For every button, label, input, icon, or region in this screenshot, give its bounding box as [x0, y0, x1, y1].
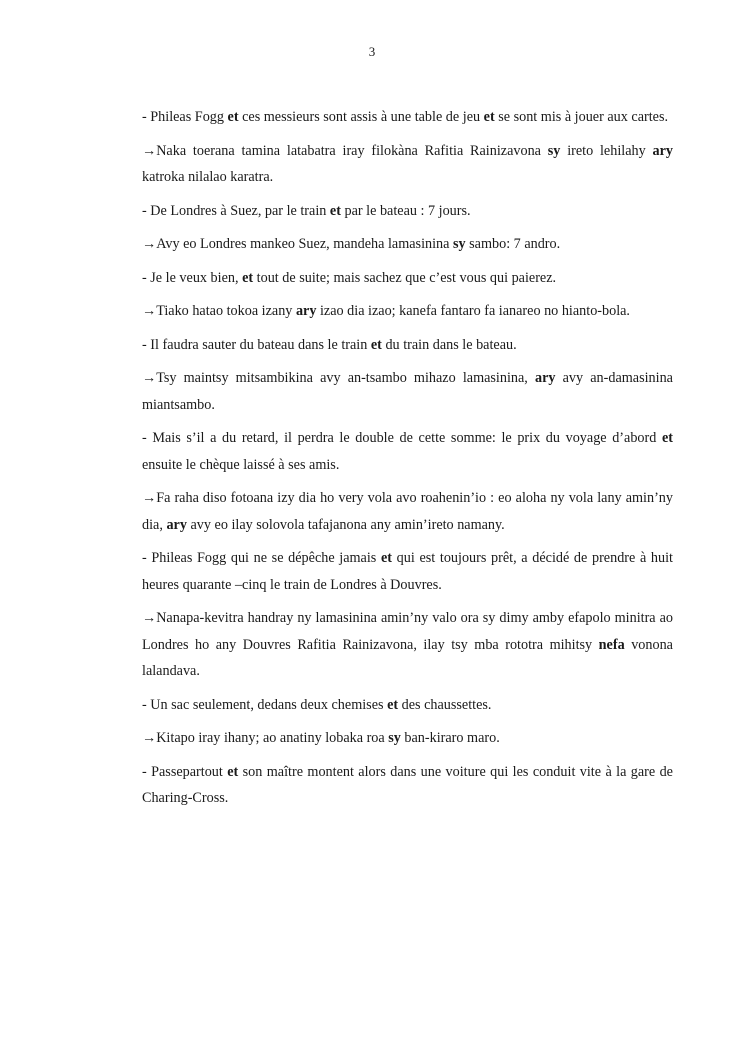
text-run: avy an-damasinina miantsambo. — [142, 370, 673, 413]
bold-conjunction: et — [661, 430, 673, 446]
text-run: qui est toujours prêt, a décidé de prendre à huit heures quarante –cinq le train de Londres à Douvres. — [142, 550, 673, 593]
text-run: - Mais s’il a du retard, il perdra le double de cette somme: le prix du voyage d’abord — [142, 430, 662, 446]
text-run: →Kitapo iray ihany; ao anatiny lobaka roa — [142, 730, 389, 746]
bold-conjunction: et — [483, 109, 495, 125]
paragraph-p6 — [142, 298, 673, 325]
text-run: ban-kiraro maro. — [400, 730, 500, 746]
text-run: vonona lalandava. — [142, 636, 673, 679]
paragraph-p7 — [142, 332, 673, 359]
text-run: par le bateau : 7 jours. — [340, 202, 471, 219]
bold-conjunction: ary — [166, 516, 187, 533]
bold-conjunction: sy — [388, 730, 401, 746]
text-run: →Nanapa-kevitra handray ny lamasinina amin’ny valo ora sy dimy amby efapolo minitra ao Londres ho any Douvres Rafitia Rainizavona, ilay tsy mba rototra mihitsy — [142, 610, 673, 653]
bold-conjunction: et — [387, 696, 399, 713]
text-run: - De Londres à Suez, par le train — [142, 202, 330, 219]
paragraph-p2 — [142, 138, 673, 191]
text-run: →Tsy maintsy mitsambikina avy an-tsambo mihazo lamasinina, — [142, 370, 535, 386]
text-run: du train dans le bateau. — [381, 336, 517, 353]
bold-conjunction: et — [370, 336, 382, 353]
text-run: des chaussettes. — [398, 696, 492, 713]
text-run: sambo: 7 andro. — [465, 236, 561, 252]
text-run: - Un sac seulement, dedans deux chemises — [142, 696, 388, 713]
text-run: tout de suite; mais sachez que c’est vous qui paierez. — [253, 269, 557, 286]
text-run: son maître montent alors dans une voiture qui les conduit vite à la gare de Charing-Cross. — [142, 763, 673, 806]
bold-conjunction: ary — [295, 303, 317, 319]
paragraph-p13 — [142, 692, 673, 719]
document-body — [142, 104, 673, 819]
text-run: ensuite le chèque laissé à ses amis. — [142, 456, 340, 473]
text-run: - Il faudra sauter du bateau dans le train — [142, 336, 371, 353]
paragraph-p10 — [142, 485, 673, 538]
bold-conjunction: ary — [534, 370, 556, 386]
text-run: →Avy eo Londres mankeo Suez, mandeha lamasinina — [142, 236, 453, 252]
text-run: →Fa raha diso fotoana izy dia ho very vola avo roahenin’io : eo aloha ny vola lany amin’ny dia, — [142, 490, 673, 533]
text-run: - Phileas Fogg — [142, 109, 228, 125]
bold-conjunction: et — [227, 763, 239, 780]
text-run: ireto lehilahy — [560, 142, 653, 159]
page-number: 3 — [368, 44, 376, 59]
bold-conjunction: sy — [452, 236, 466, 252]
bold-conjunction: et — [329, 202, 341, 219]
text-run: - Phileas Fogg qui ne se dépêche jamais — [142, 550, 381, 566]
bold-conjunction: ary — [652, 142, 673, 159]
bold-conjunction: et — [242, 269, 254, 286]
bold-conjunction: sy — [547, 142, 561, 159]
text-run: →Naka toerana tamina latabatra iray filokàna Rafitia Rainizavona — [142, 142, 548, 159]
paragraph-p15 — [142, 759, 673, 812]
text-run: - Passepartout — [142, 763, 228, 780]
text-run: ces messieurs sont assis à une table de jeu — [238, 109, 484, 125]
text-run: izao dia izao; kanefa fantaro fa ianareo no hianto-bola. — [316, 303, 630, 319]
text-run: avy eo ilay solovola tafajanona any amin’ireto namany. — [186, 516, 505, 533]
paragraph-p1 — [142, 104, 673, 131]
paragraph-p14 — [142, 725, 673, 752]
bold-conjunction: et — [227, 109, 239, 125]
bold-conjunction: et — [380, 550, 393, 566]
paragraph-p8 — [142, 365, 673, 418]
paragraph-p11 — [142, 545, 673, 598]
paragraph-p5 — [142, 265, 673, 292]
bold-conjunction: nefa — [598, 636, 625, 653]
text-run: - Je le veux bien, — [142, 269, 243, 286]
paragraph-p9 — [142, 425, 673, 478]
paragraph-p12 — [142, 605, 673, 685]
text-run: se sont mis à jouer aux cartes. — [494, 109, 669, 125]
text-run: katroka nilalao karatra. — [142, 169, 274, 185]
paragraph-p4 — [142, 231, 673, 258]
paragraph-p3 — [142, 198, 673, 225]
text-run: →Tiako hatao tokoa izany — [142, 303, 296, 319]
